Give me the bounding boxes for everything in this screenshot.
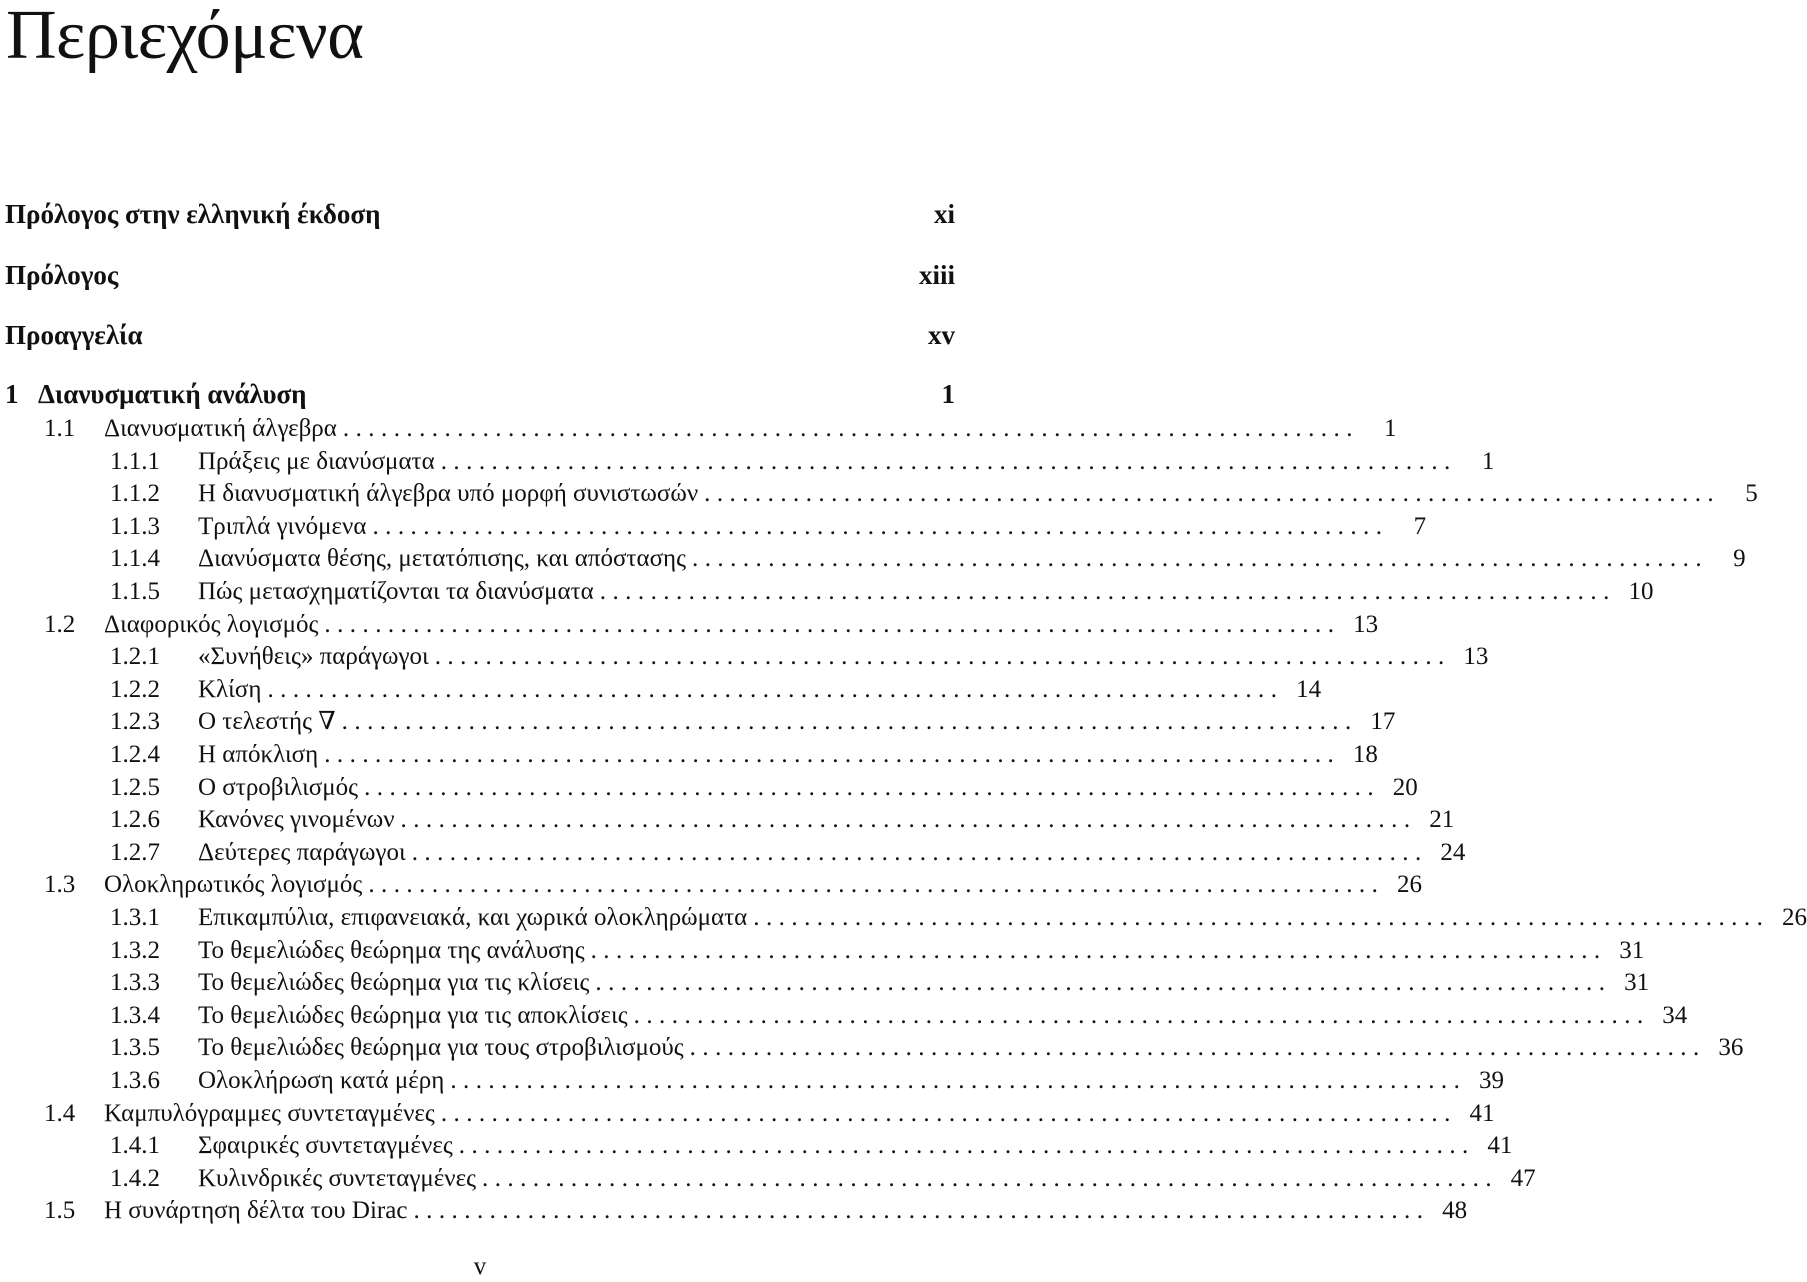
dot-leader: . . . . . . . . . . . . . . . . . . . . . . . . . . . . . . . . . . . . . . . . . . . . . . . . . . . . . . . . . . . . . . . . . . . . . . . . . . . . . . . . (595, 969, 1606, 997)
toc-entry-title: Ολοκληρωτικός λογισμός (104, 869, 368, 901)
toc-entry-page: 47 (1510, 1164, 1536, 1192)
toc-entry-title: Δεύτερες παράγωγοι (198, 837, 412, 869)
toc-subsection-entry[interactable] (0, 1000, 1688, 1033)
toc-entry-title: Προαγγελία (5, 320, 143, 350)
toc-entry-title: Η διανυσματική άλγεβρα υπό μορφή συνιστωσών (198, 478, 704, 510)
toc-entry-number: 1.3.2 (110, 936, 160, 964)
toc-entry-page: 5 (1745, 480, 1758, 508)
toc-entry-page: 41 (1487, 1132, 1513, 1160)
toc-subsection-entry[interactable] (0, 543, 1746, 576)
toc-entry-page: 21 (1429, 806, 1455, 834)
toc-entry-number: 1.1 (44, 415, 76, 442)
toc-entry-page: 26 (1396, 871, 1422, 899)
toc-entry-title: «Συνήθεις» παράγωγοι (198, 641, 435, 673)
toc-entry-title: Η απόκλιση (198, 739, 324, 771)
toc-entry-number: 1.4.2 (110, 1164, 160, 1192)
toc-entry-number: 1.2.1 (110, 643, 160, 671)
toc-entry-title: Ο τελεστής ∇ (198, 706, 342, 738)
toc-entry-number: 1.3.3 (110, 969, 160, 997)
toc-entry-title: Πρόλογος (5, 260, 119, 290)
toc-entry-title: Καμπυλόγραμμες συντεταγμένες (104, 1098, 441, 1130)
toc-entry-title: Το θεμελιώδες θεώρημα για τις αποκλίσεις (198, 1000, 634, 1032)
toc-entry-title: Πρόλογος στην ελληνική έκδοση (5, 199, 381, 229)
dot-leader: . . . . . . . . . . . . . . . . . . . . . . . . . . . . . . . . . . . . . . . . . . . . . . . . . . . . . . . . . . . . . . . . . . . . . . . . . . . . . . . . (324, 741, 1334, 768)
toc-front-entry[interactable] (5, 315, 955, 355)
toc-subsection-entry[interactable] (0, 674, 1322, 707)
toc-entry-page: 24 (1440, 838, 1466, 866)
toc-entry-number: 1.2.5 (110, 773, 160, 801)
toc-subsection-entry[interactable] (0, 739, 1378, 772)
toc-subsection-entry[interactable] (0, 446, 1495, 479)
toc-entry-title: Διανύσματα θέσης, μετατόπισης, και απόστασης (198, 543, 692, 575)
toc-entry-number: 1.4 (44, 1099, 76, 1127)
toc-front-entry[interactable] (5, 255, 955, 295)
toc-section-entry[interactable] (0, 869, 1422, 902)
dot-leader: . . . . . . . . . . . . . . . . . . . . . . . . . . . . . . . . . . . . . . . . . . . . . . . . . . . . . . . . . . . . . . . . . . . . . . . . . . . . . . . . (689, 1034, 1700, 1062)
toc-entry-title: Ολοκλήρωση κατά μέρη (198, 1065, 450, 1097)
toc-entry-title: Κυλινδρικές συντεταγμένες (198, 1163, 482, 1195)
toc-entry-number: 1.1.3 (110, 512, 160, 540)
toc-entry-title: Διαφορικός λογισμός (104, 609, 324, 641)
toc-entry-page: 26 (1781, 904, 1807, 931)
toc-entry-number: 1.5 (44, 1197, 76, 1225)
dot-leader: . . . . . . . . . . . . . . . . . . . . . . . . . . . . . . . . . . . . . . . . . . . . . . . . . . . . . . . . . . . . . . . . . . . . . . . . . . . . . . . . (342, 415, 1353, 442)
toc-entry-title: Τριπλά γινόμενα (198, 511, 372, 543)
toc-entry-number: 1.2.7 (110, 838, 160, 866)
toc-entry-page: xv (928, 320, 955, 350)
toc-entry-page: xi (933, 199, 955, 229)
toc-subsection-entry[interactable] (0, 511, 1427, 544)
toc-entry-title: Σφαιρικές συντεταγμένες (198, 1130, 459, 1162)
dot-leader: . . . . . . . . . . . . . . . . . . . . . . . . . . . . . . . . . . . . . . . . . . . . . . . . . . . . . . . . . . . . . . . . . . . . . . . . . . . . . . . . (324, 610, 1335, 638)
toc-entry-title: Πώς μετασχηματίζονται τα διανύσματα (198, 576, 600, 608)
dot-leader: . . . . . . . . . . . . . . . . . . . . . . . . . . . . . . . . . . . . . . . . . . . . . . . . . . . . . . . . . . . . . . . . . . . . . . . . . . . . . . . . (413, 1197, 1424, 1225)
dot-leader: . . . . . . . . . . . . . . . . . . . . . . . . . . . . . . . . . . . . . . . . . . . . . . . . . . . . . . . . . . . . . . . . . . . . . . . . . . . . . . . . (704, 480, 1714, 508)
toc-entry-page: 39 (1478, 1067, 1504, 1094)
toc-entry-title: Κλίση (198, 674, 267, 706)
toc-entry-number: 1.3.1 (110, 904, 160, 931)
toc-subsection-entry[interactable] (0, 478, 1758, 511)
toc-entry-number: 1.3.6 (110, 1067, 160, 1094)
toc-chapter-entry[interactable] (5, 374, 955, 414)
toc-entry-number: 1.1.4 (110, 545, 160, 573)
dot-leader: . . . . . . . . . . . . . . . . . . . . . . . . . . . . . . . . . . . . . . . . . . . . . . . . . . . . . . . . . . . . . . . . . . . . . . . . . . . . . . . . (267, 675, 1278, 703)
toc-section-entry[interactable] (0, 413, 1397, 446)
dot-leader: . . . . . . . . . . . . . . . . . . . . . . . . . . . . . . . . . . . . . . . . . . . . . . . . . . . . . . . . . . . . . . . . . . . . . . . . . . . . . . . . (400, 806, 1411, 834)
toc-entry-number: 1.3 (44, 871, 76, 899)
toc-entry-title: Πράξεις με διανύσματα (198, 446, 441, 478)
toc-entry-title: Το θεμελιώδες θεώρημα της ανάλυσης (198, 935, 591, 967)
toc-entry-page: xiii (918, 260, 955, 290)
toc-subsection-entry[interactable] (0, 772, 1418, 805)
dot-leader: . . . . . . . . . . . . . . . . . . . . . . . . . . . . . . . . . . . . . . . . . . . . . . . . . . . . . . . . . . . . . . . . . . . . . . . . . . . . . . . . (372, 512, 1383, 540)
toc-entry-page: 34 (1662, 1001, 1688, 1029)
toc-entry-page: 36 (1718, 1034, 1744, 1062)
chapter-number: 1 (5, 379, 19, 409)
dot-leader: . . . . . . . . . . . . . . . . . . . . . . . . . . . . . . . . . . . . . . . . . . . . . . . . . . . . . . . . . . . . . . . . . . . . . . . . . . . . . . . . (692, 545, 1702, 573)
toc-subsection-entry[interactable] (0, 804, 1455, 837)
dot-leader: . . . . . . . . . . . . . . . . . . . . . . . . . . . . . . . . . . . . . . . . . . . . . . . . . . . . . . . . . . . . . . . . . . . . . . . . . . . . . . . . (341, 708, 1352, 736)
toc-entry-page: 1 (1481, 447, 1495, 475)
toc-subsection-entry[interactable] (0, 706, 1396, 739)
toc-entry-number: 1.3.5 (110, 1034, 160, 1062)
page-title: Περιεχόμενα (6, 0, 364, 74)
toc-entry-page: 9 (1733, 545, 1746, 573)
toc-subsection-entry[interactable] (0, 641, 1489, 674)
toc-entry-number: 1.4.1 (110, 1132, 160, 1160)
toc-subsection-entry[interactable] (0, 902, 1807, 935)
toc-subsection-entry[interactable] (0, 837, 1466, 870)
dot-leader: . . . . . . . . . . . . . . . . . . . . . . . . . . . . . . . . . . . . . . . . . . . . . . . . . . . . . . . . . . . . . . . . . . . . . . . . . . . . . . . . (458, 1132, 1469, 1160)
toc-entry-number: 1.3.4 (110, 1001, 160, 1029)
toc-entry-page: 48 (1442, 1197, 1468, 1225)
toc-entry-number: 1.1.2 (110, 480, 160, 508)
toc-entry-page: 31 (1619, 936, 1645, 964)
toc-subsection-entry[interactable] (0, 935, 1645, 968)
toc-entry-number: 1.2 (44, 610, 76, 638)
toc-entry-page: 7 (1413, 512, 1427, 540)
toc-section-entry[interactable] (0, 1098, 1495, 1131)
dot-leader: . . . . . . . . . . . . . . . . . . . . . . . . . . . . . . . . . . . . . . . . . . . . . . . . . . . . . . . . . . . . . . . . . . . . . . . . . . . . . . . . (440, 1099, 1451, 1127)
toc-subsection-entry[interactable] (0, 1065, 1504, 1098)
toc-subsection-entry[interactable] (0, 1163, 1536, 1196)
toc-entry-page: 13 (1353, 610, 1379, 638)
toc-entry-title: Επικαμπύλια, επιφανειακά, και χωρικά ολοκληρώματα (198, 902, 753, 934)
toc-entry-title: Το θεμελιώδες θεώρημα για τους στροβιλισμούς (198, 1032, 690, 1064)
chapter-title: Διανυσματική ανάλυση (38, 379, 307, 409)
toc-entry-page: 1 (1384, 415, 1397, 442)
toc-entry-title: Ο στροβιλισμός (198, 772, 364, 804)
dot-leader: . . . . . . . . . . . . . . . . . . . . . . . . . . . . . . . . . . . . . . . . . . . . . . . . . . . . . . . . . . . . . . . . . . . . . . . . . . . . . . . . (482, 1164, 1492, 1192)
dot-leader: . . . . . . . . . . . . . . . . . . . . . . . . . . . . . . . . . . . . . . . . . . . . . . . . . . . . . . . . . . . . . . . . . . . . . . . . . . . . . . . . (368, 871, 1378, 899)
toc-subsection-entry[interactable] (0, 576, 1654, 609)
toc-subsection-entry[interactable] (0, 967, 1650, 1000)
toc-entry-number: 1.1.5 (110, 578, 160, 605)
toc-entry-number: 1.2.4 (110, 741, 160, 768)
toc-entry-page: 18 (1352, 741, 1378, 768)
toc-entry-page: 41 (1469, 1099, 1495, 1127)
toc-entry-page: 14 (1296, 675, 1322, 703)
dot-leader: . . . . . . . . . . . . . . . . . . . . . . . . . . . . . . . . . . . . . . . . . . . . . . . . . . . . . . . . . . . . . . . . . . . . . . . . . . . . . . . . (364, 773, 1374, 801)
toc-entry-number: 1.1.1 (110, 447, 160, 475)
dot-leader: . . . . . . . . . . . . . . . . . . . . . . . . . . . . . . . . . . . . . . . . . . . . . . . . . . . . . . . . . . . . . . . . . . . . . . . . . . . . . . . . (434, 643, 1445, 671)
toc-entry-page: 17 (1370, 708, 1396, 736)
dot-leader: . . . . . . . . . . . . . . . . . . . . . . . . . . . . . . . . . . . . . . . . . . . . . . . . . . . . . . . . . . . . . . . . . . . . . . . . . . . . . . . . (590, 936, 1601, 964)
toc-entry-page: 13 (1463, 643, 1489, 671)
toc-entry-number: 1.2.3 (110, 708, 160, 736)
page-number: v (473, 1253, 487, 1280)
chapter-page: 1 (941, 379, 955, 409)
toc-entry-number: 1.2.2 (110, 675, 160, 703)
toc-entry-page: 10 (1628, 578, 1654, 605)
toc-section-entry[interactable] (0, 1195, 1468, 1228)
toc-subsection-entry[interactable] (0, 1032, 1744, 1065)
toc-entry-title: Η συνάρτηση δέλτα του Dirac (104, 1195, 413, 1227)
toc-front-entry[interactable] (5, 194, 955, 234)
toc-entry-number: 1.2.6 (110, 806, 160, 834)
dot-leader: . . . . . . . . . . . . . . . . . . . . . . . . . . . . . . . . . . . . . . . . . . . . . . . . . . . . . . . . . . . . . . . . . . . . . . . . . . . . . . . . (753, 904, 1763, 931)
dot-leader: . . . . . . . . . . . . . . . . . . . . . . . . . . . . . . . . . . . . . . . . . . . . . . . . . . . . . . . . . . . . . . . . . . . . . . . . . . . . . . . . (599, 578, 1610, 605)
toc-entry-title: Διανυσματική άλγεβρα (104, 413, 343, 445)
dot-leader: . . . . . . . . . . . . . . . . . . . . . . . . . . . . . . . . . . . . . . . . . . . . . . . . . . . . . . . . . . . . . . . . . . . . . . . . . . . . . . . . (633, 1001, 1644, 1029)
toc-subsection-entry[interactable] (0, 1130, 1513, 1163)
dot-leader: . . . . . . . . . . . . . . . . . . . . . . . . . . . . . . . . . . . . . . . . . . . . . . . . . . . . . . . . . . . . . . . . . . . . . . . . . . . . . . . . (450, 1067, 1460, 1094)
toc-section-entry[interactable] (0, 609, 1379, 642)
dot-leader: . . . . . . . . . . . . . . . . . . . . . . . . . . . . . . . . . . . . . . . . . . . . . . . . . . . . . . . . . . . . . . . . . . . . . . . . . . . . . . . . (411, 838, 1422, 866)
toc-entry-title: Κανόνες γινομένων (198, 804, 401, 836)
dot-leader: . . . . . . . . . . . . . . . . . . . . . . . . . . . . . . . . . . . . . . . . . . . . . . . . . . . . . . . . . . . . . . . . . . . . . . . . . . . . . . . . (440, 447, 1451, 475)
toc-entry-page: 31 (1624, 969, 1650, 997)
toc-entry-page: 20 (1392, 773, 1418, 801)
toc-entry-title: Το θεμελιώδες θεώρημα για τις κλίσεις (198, 967, 595, 999)
